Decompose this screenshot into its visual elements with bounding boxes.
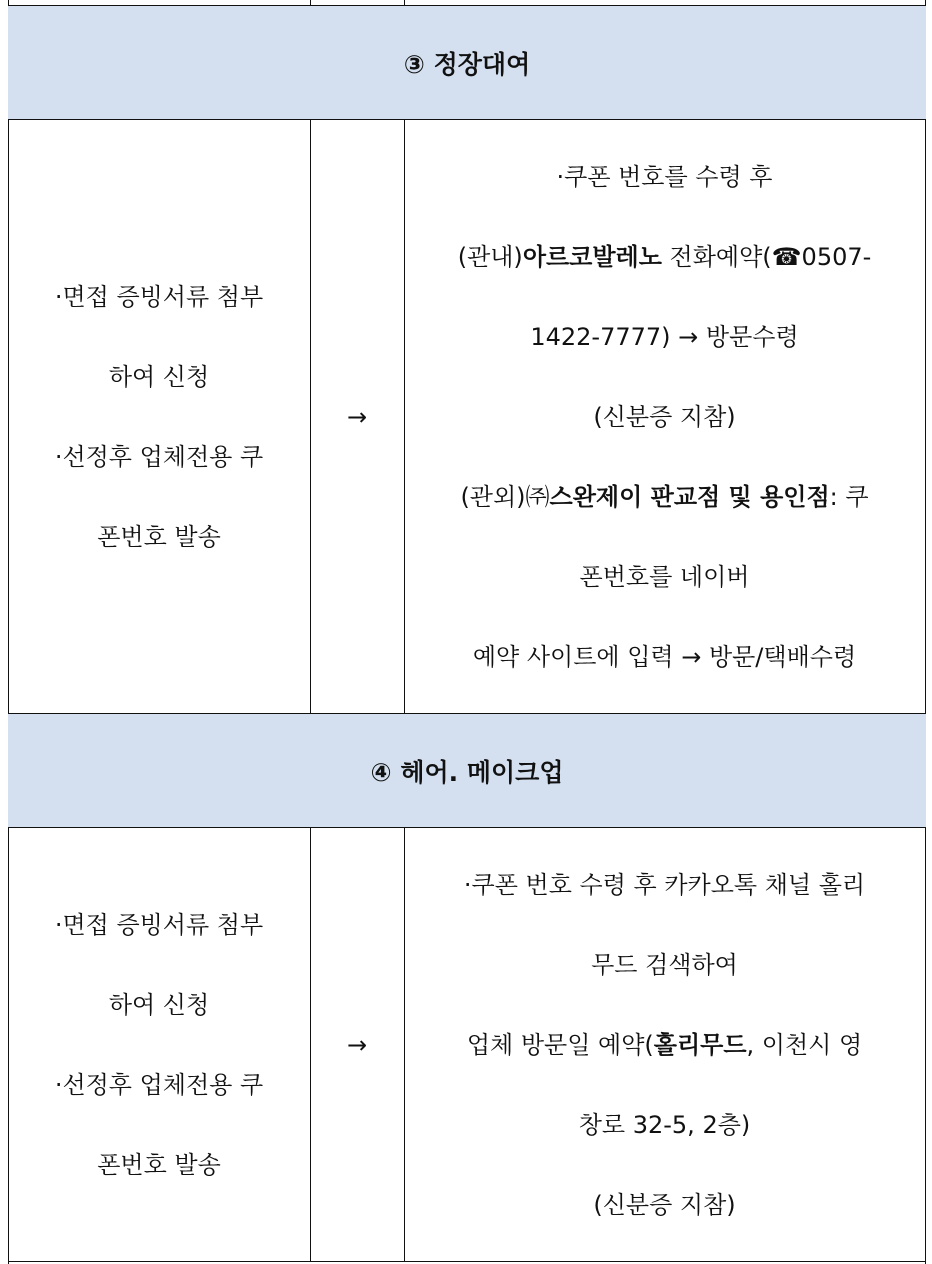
- usage-line: 예약 사이트에 입력 → 방문/택배수령: [472, 643, 857, 671]
- right-arrow-icon: →: [346, 1030, 368, 1059]
- usage-line: (관내)아르코발레노 전화예약(☎0507-: [457, 243, 872, 271]
- application-line: ·면접 증빙서류 첨부: [54, 910, 264, 939]
- application-line: 하여 신청: [108, 363, 210, 391]
- section-title: ④ 헤어. 메이크업: [370, 757, 564, 787]
- application-line: ·면접 증빙서류 첨부: [54, 283, 264, 311]
- arrow-cell: [310, 828, 404, 1261]
- usage-line: ·쿠폰 번호 수령 후 카카오톡 채널 홀리: [463, 870, 866, 899]
- usage-cell: [404, 828, 925, 1261]
- application-line: ·선정후 업체전용 쿠: [54, 1070, 264, 1099]
- application-line: ·선정후 업체전용 쿠: [54, 443, 264, 471]
- section-title: ③ 정장대여: [403, 49, 531, 79]
- usage-line: 폰번호를 네이버: [579, 563, 750, 591]
- section-row-suit-rental: [8, 120, 926, 714]
- section-row-hair-makeup: [8, 828, 926, 1262]
- application-line: 하여 신청: [108, 990, 210, 1019]
- section-header-hair-makeup: [8, 713, 926, 828]
- right-arrow-icon: →: [346, 403, 368, 431]
- application-cell: [8, 828, 310, 1261]
- usage-cell: [404, 120, 925, 714]
- usage-line: (신분증 지참): [593, 1190, 736, 1219]
- usage-line: ·쿠폰 번호를 수령 후: [556, 163, 773, 191]
- usage-line: 업체 방문일 예약(홀리무드, 이천시 영: [466, 1030, 863, 1059]
- usage-line: (관외)㈜스완제이 판교점 및 용인점: 쿠: [460, 483, 869, 511]
- vendor-name: 홀리무드: [653, 1030, 747, 1059]
- usage-line: 1422-7777) → 방문수령: [530, 323, 799, 351]
- usage-line: 무드 검색하여: [591, 950, 738, 979]
- coupon-table: [8, 0, 926, 1264]
- application-line: 폰번호 발송: [97, 1150, 221, 1179]
- application-line: 폰번호 발송: [97, 523, 221, 551]
- vendor-name: 스완제이 판교점 및 용인점: [549, 483, 830, 511]
- arrow-cell: [310, 120, 404, 714]
- usage-line: 창로 32-5, 2층): [578, 1110, 751, 1139]
- usage-line: (신분증 지참): [593, 403, 736, 431]
- application-cell: [8, 120, 310, 714]
- vendor-name: 아르코발레노: [522, 243, 662, 271]
- section-header-suit-rental: [8, 5, 926, 120]
